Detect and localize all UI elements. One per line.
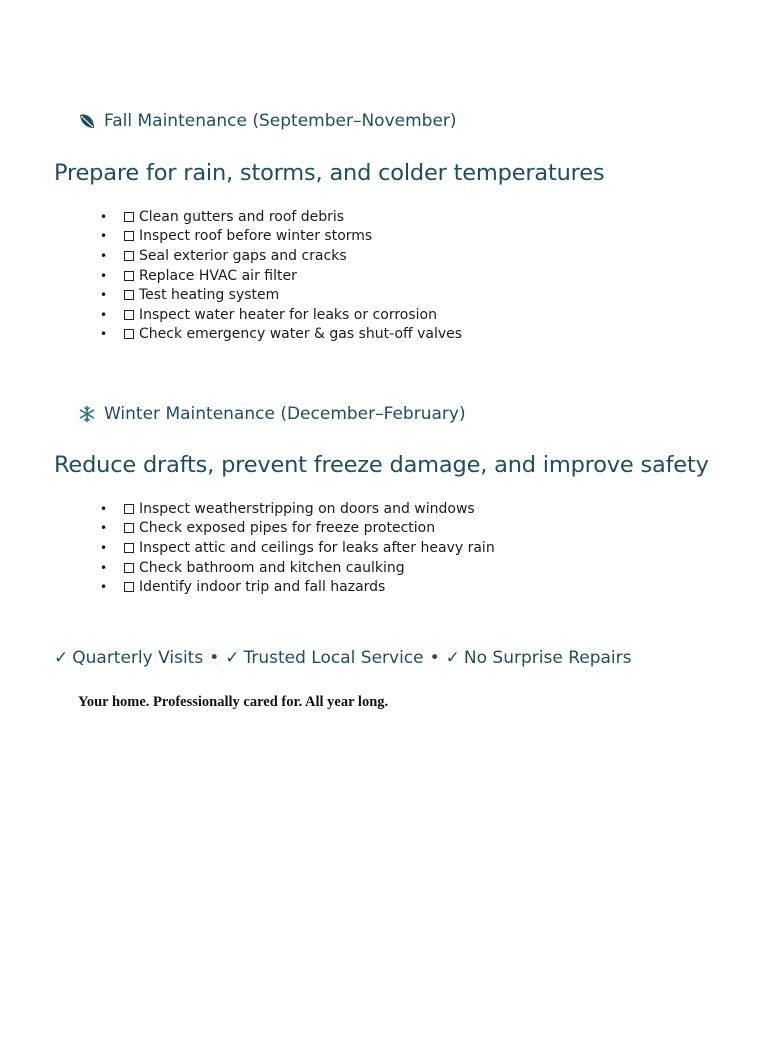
checklist-item-label: Check exposed pipes for freeze protection xyxy=(139,520,436,537)
separator-dot: • xyxy=(429,648,440,668)
bullet-icon: • xyxy=(100,268,108,283)
checklist-item xyxy=(100,266,462,286)
checkbox-icon xyxy=(124,504,134,514)
benefit-label: Trusted Local Service xyxy=(243,648,424,668)
bullet-icon: • xyxy=(100,560,108,575)
winter-headline: Reduce drafts, prevent freeze damage, and improve safety xyxy=(54,452,709,478)
checkbox-icon xyxy=(124,563,134,573)
bullet-icon: • xyxy=(100,229,108,244)
winter-section-heading xyxy=(76,403,466,425)
checklist-item-label: Seal exterior gaps and cracks xyxy=(139,247,347,264)
checkbox-icon xyxy=(124,290,134,300)
checklist-item-label: Check emergency water & gas shut-off valves xyxy=(139,326,463,343)
checklist-item-label: Inspect attic and ceilings for leaks after heavy rain xyxy=(139,539,495,556)
benefit-label: Quarterly Visits xyxy=(72,648,204,668)
checklist-item-label: Inspect weatherstripping on doors and windows xyxy=(139,500,475,517)
fall-headline: Prepare for rain, storms, and colder temperatures xyxy=(54,160,605,186)
bullet-icon: • xyxy=(100,209,108,224)
bullet-icon: • xyxy=(100,248,108,263)
checkbox-icon xyxy=(124,523,134,533)
checklist-item xyxy=(100,305,462,325)
bullet-icon: • xyxy=(100,501,108,516)
checklist-item xyxy=(100,538,495,558)
checklist-item xyxy=(100,207,462,227)
checkbox-icon xyxy=(124,212,134,222)
bullet-icon: • xyxy=(100,288,108,303)
checklist-item xyxy=(100,325,462,345)
checklist-item-label: Clean gutters and roof debris xyxy=(139,208,345,225)
fall-task-list xyxy=(100,207,462,344)
checklist-item-label: Inspect water heater for leaks or corrosion xyxy=(139,306,437,323)
checklist-item xyxy=(100,285,462,305)
checkbox-icon xyxy=(124,251,134,261)
tagline: Your home. Professionally cared for. All year long. xyxy=(78,694,389,710)
bullet-icon: • xyxy=(100,580,108,595)
checkmark-icon: ✓ xyxy=(54,648,69,668)
checklist-item-label: Inspect roof before winter storms xyxy=(139,228,373,245)
benefits-line xyxy=(54,648,631,668)
checklist-item xyxy=(100,227,462,247)
winter-task-list xyxy=(100,499,495,597)
checkmark-icon: ✓ xyxy=(225,648,240,668)
winter-section-title: Winter Maintenance (December–February) xyxy=(104,404,466,424)
snowflake-icon xyxy=(76,403,98,425)
checklist-item-label: Identify indoor trip and fall hazards xyxy=(139,579,386,596)
checklist-item-label: Check bathroom and kitchen caulking xyxy=(139,559,405,576)
checklist-item xyxy=(100,246,462,266)
checkbox-icon xyxy=(124,231,134,241)
checkmark-icon: ✓ xyxy=(445,648,460,668)
checklist-item-label: Replace HVAC air filter xyxy=(139,267,297,284)
checklist-item xyxy=(100,577,495,597)
checkbox-icon xyxy=(124,271,134,281)
checkbox-icon xyxy=(124,582,134,592)
checklist-item-label: Test heating system xyxy=(139,287,280,304)
checklist-item xyxy=(100,558,495,578)
benefit-label: No Surprise Repairs xyxy=(463,648,632,668)
fall-section-title: Fall Maintenance (September–November) xyxy=(104,111,457,131)
fall-section-heading xyxy=(76,110,457,132)
checklist-item xyxy=(100,519,495,539)
leaf-icon xyxy=(76,110,98,132)
bullet-icon: • xyxy=(100,307,108,322)
separator-dot: • xyxy=(209,648,220,668)
bullet-icon: • xyxy=(100,540,108,555)
bullet-icon: • xyxy=(100,521,108,536)
checkbox-icon xyxy=(124,329,134,339)
bullet-icon: • xyxy=(100,327,108,342)
checklist-item xyxy=(100,499,495,519)
checkbox-icon xyxy=(124,543,134,553)
checkbox-icon xyxy=(124,310,134,320)
